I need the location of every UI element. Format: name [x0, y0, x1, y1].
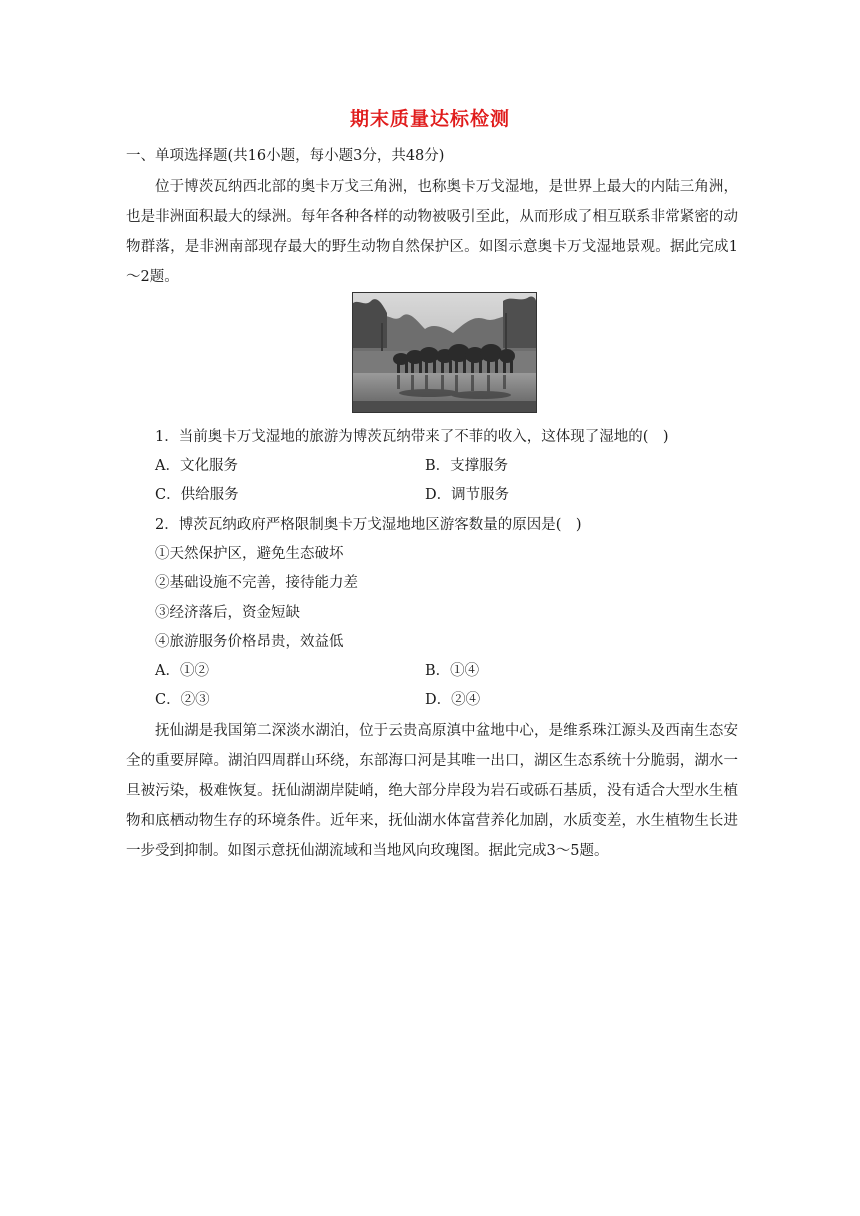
q1-option-c[interactable]: C．供给服务 — [155, 487, 239, 503]
q2-option-b[interactable]: B．①④ — [425, 663, 480, 679]
photo-illustration — [353, 293, 536, 412]
q2-option-d[interactable]: D．②④ — [425, 692, 481, 708]
q2-option-a[interactable]: A．①② — [155, 663, 209, 679]
q2-item-2: ②基础设施不完善，接待能力差 — [155, 575, 358, 591]
q2-item-1: ①天然保护区，避免生态破坏 — [155, 546, 344, 562]
q1-option-a[interactable]: A．文化服务 — [155, 458, 238, 474]
question-2-stem: 2．博茨瓦纳政府严格限制奥卡万戈湿地地区游客数量的原因是( ) — [155, 517, 582, 533]
passage-fuxian-lake: 抚仙湖是我国第二深淡水湖泊，位于云贵高原滇中盆地中心，是维系珠江源头及西南生态安全的重要屏障。湖泊四周群山环绕，东部海口河是其唯一出口，湖区生态系统十分脆弱，湖水一旦被污染，极难恢复。抚仙湖湖岸陡峭，绝大部分岸段为岩石或砾石基质，没有适合大型水生植物和底栖动物生存的环境条件。近年来，抚仙湖水体富营养化加剧，水质变差，水生植物生长进一步受到抑制。如图示意抚仙湖流域和当地风向玫瑰图。据此完成3～5题。 — [126, 723, 738, 859]
section-heading: 一、单项选择题(共16小题，每小题3分，共48分) — [126, 148, 445, 164]
q1-option-b[interactable]: B．支撑服务 — [425, 458, 509, 474]
q2-item-4: ④旅游服务价格昂贵，效益低 — [155, 634, 344, 650]
q2-item-3: ③经济落后，资金短缺 — [155, 605, 300, 621]
passage-okavango: 位于博茨瓦纳西北部的奥卡万戈三角洲，也称奥卡万戈湿地，是世界上最大的内陆三角洲，也是非洲面积最大的绿洲。每年各种各样的动物被吸引至此，从而形成了相互联系非常紧密的动物群落，是非洲南部现存最大的野生动物自然保护区。如图示意奥卡万戈湿地景观。据此完成1～2题。 — [126, 179, 738, 285]
elephant-wetland-photo — [352, 292, 537, 413]
question-1-stem: 1．当前奥卡万戈湿地的旅游为博茨瓦纳带来了不菲的收入，这体现了湿地的( ) — [155, 429, 669, 445]
q1-option-d[interactable]: D．调节服务 — [425, 487, 510, 503]
q2-option-c[interactable]: C．②③ — [155, 692, 210, 708]
page-title: 期末质量达标检测 — [349, 108, 510, 130]
